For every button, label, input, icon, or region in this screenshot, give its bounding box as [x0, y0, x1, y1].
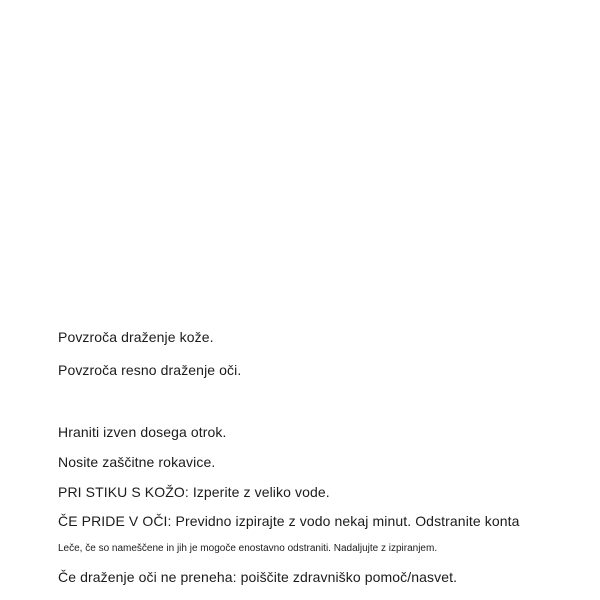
precaution-keep-from-children: Hraniti izven dosega otrok. — [58, 424, 227, 440]
hazard-statement-skin-irritation: Povzroča draženje kože. — [58, 329, 214, 345]
precaution-wear-gloves: Nosite zaščitne rokavice. — [58, 454, 216, 470]
precaution-skin-contact: PRI STIKU S KOŽO: Izperite z veliko vode. — [58, 484, 330, 500]
precaution-eye-irritation-persists: Če draženje oči ne preneha: poiščite zdravniško pomoč/nasvet. — [58, 569, 458, 585]
precaution-eye-contact: ČE PRIDE V OČI: Previdno izpirajte z vodo nekaj minut. Odstranite konta — [58, 513, 520, 529]
hazard-statement-eye-irritation: Povzroča resno draženje oči. — [58, 362, 242, 378]
precaution-contact-lenses: Leče, če so nameščene in jih je mogoče enostavno odstraniti. Nadaljujte z izpiranjem. — [58, 543, 438, 554]
